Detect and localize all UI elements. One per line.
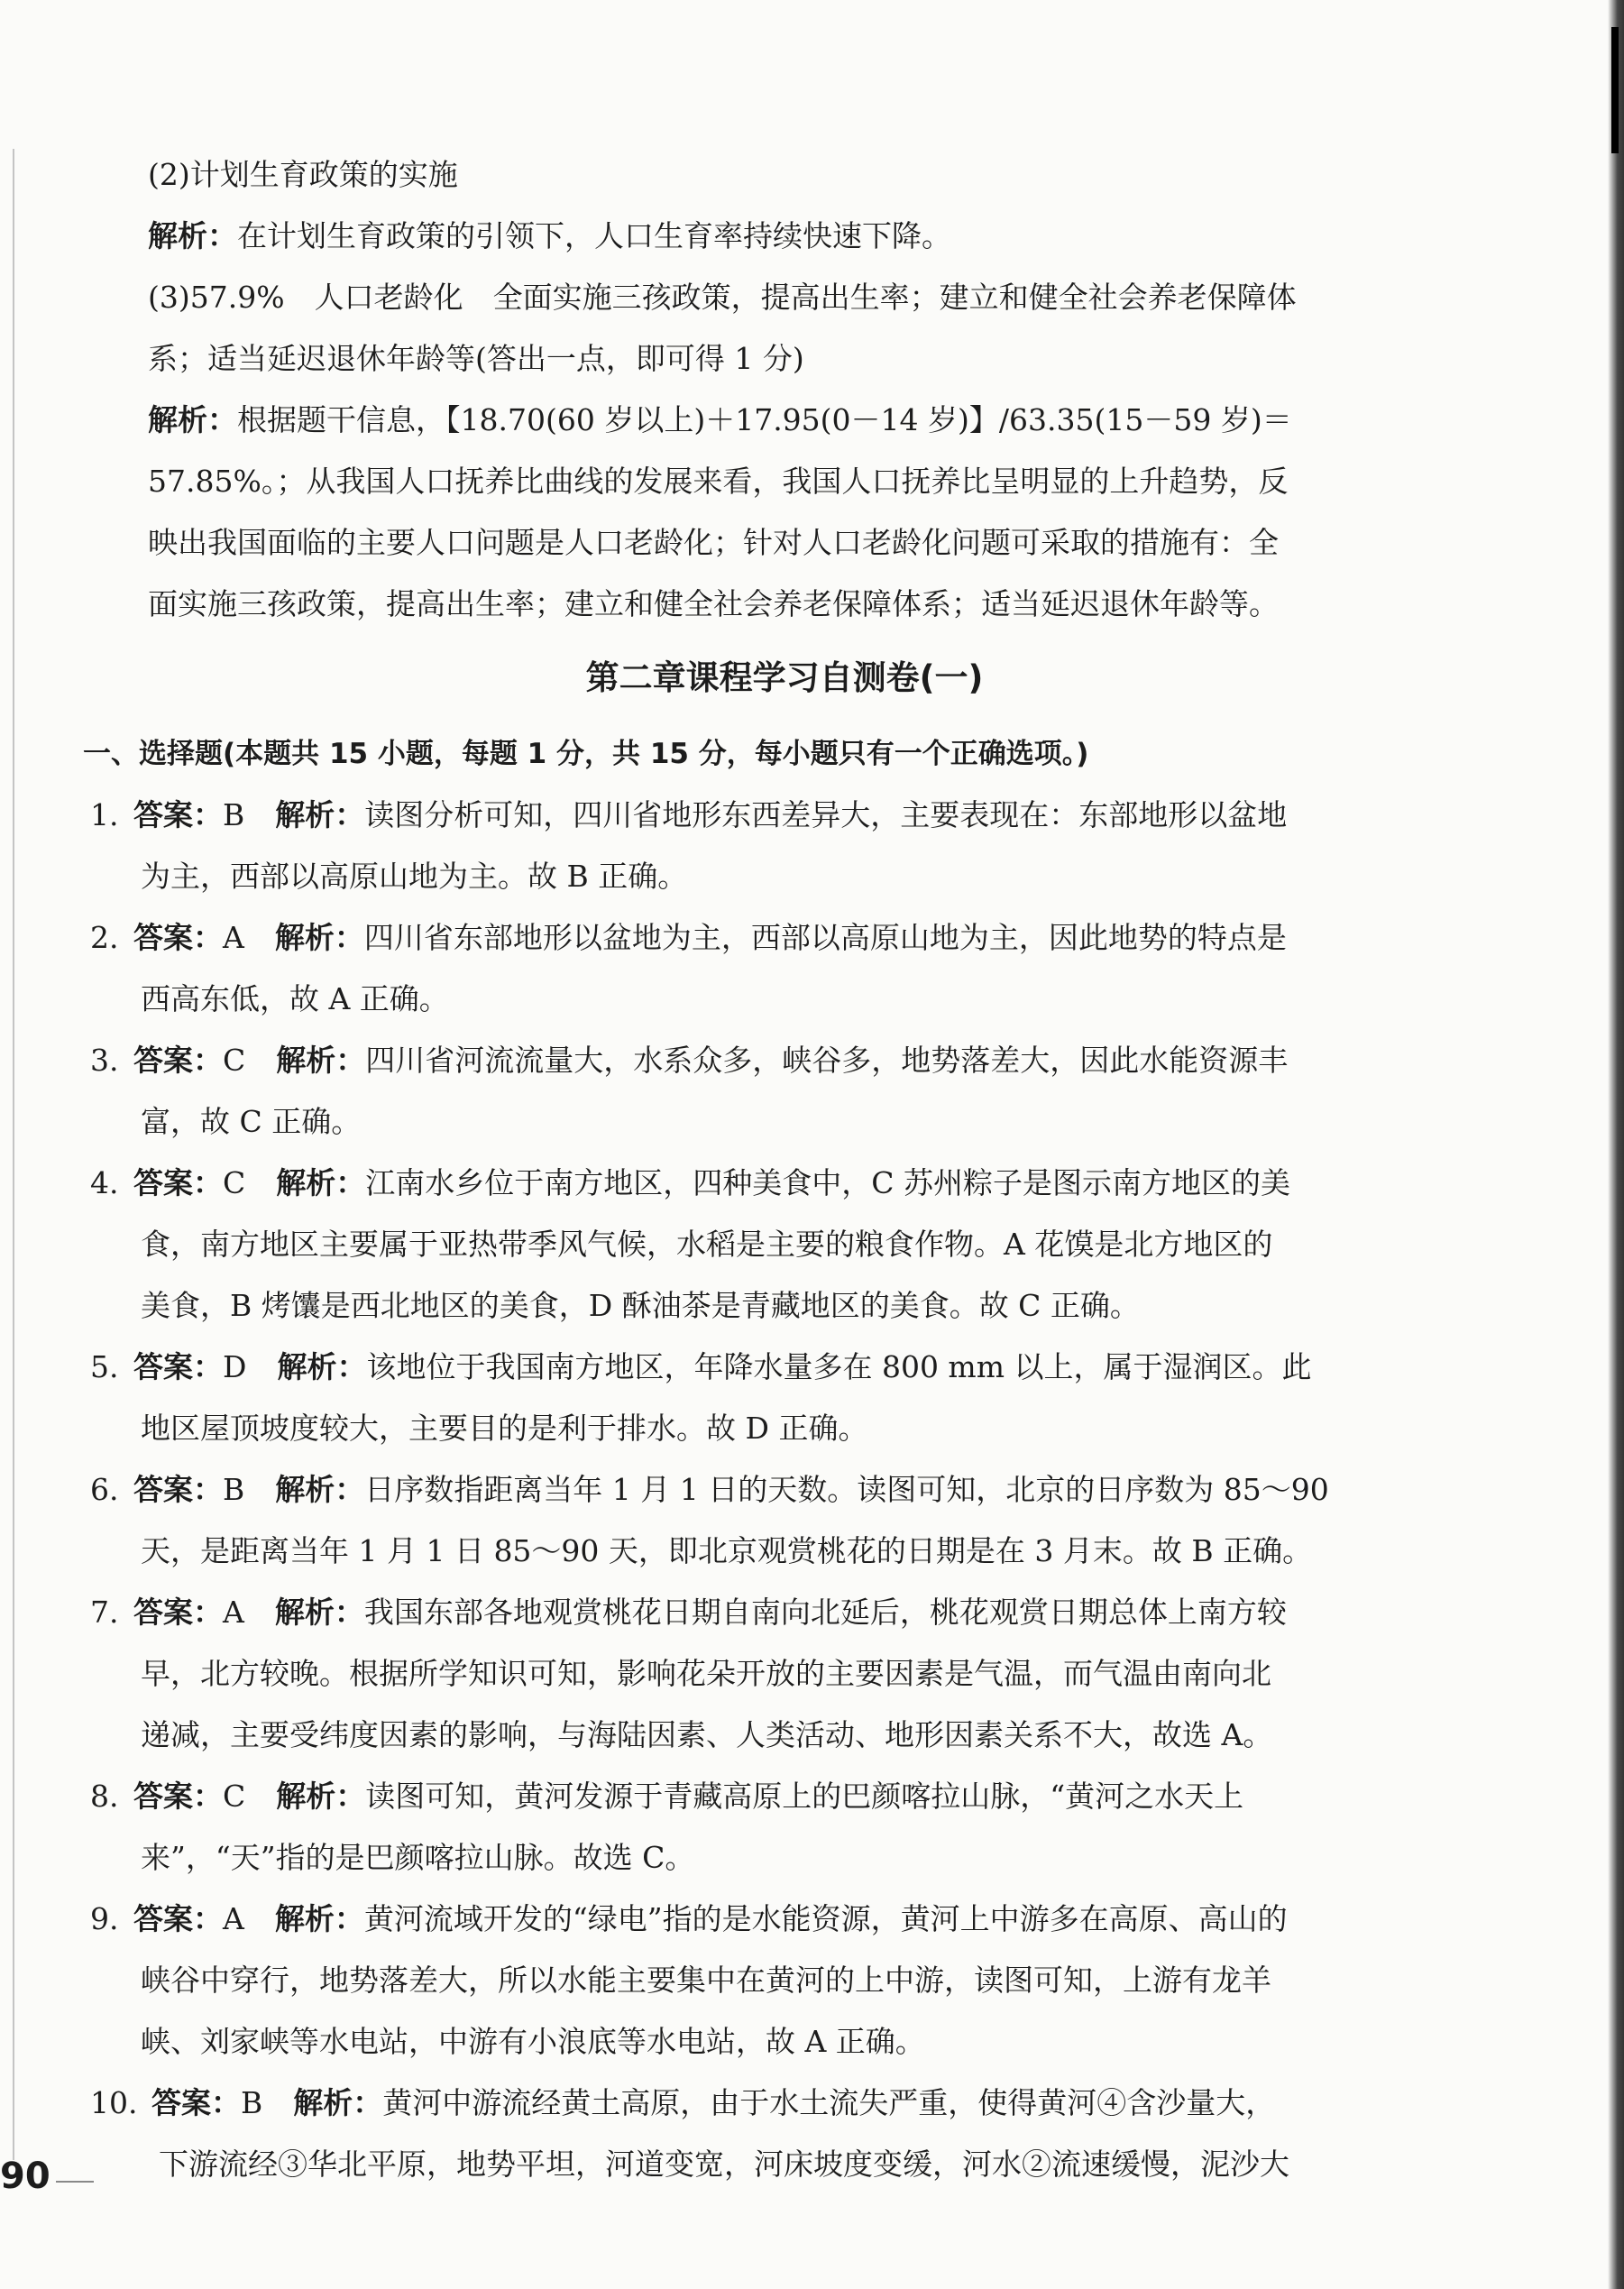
question-item <box>90 1766 1479 1889</box>
analysis-text: 黄河流域开发的“绿电”指的是水能资源，黄河上中游多在高原、高山的 <box>363 1901 1288 1936</box>
answer-label: 答案： <box>133 1043 223 1078</box>
answer-value: C <box>223 1165 246 1200</box>
answer-value: A <box>223 1595 244 1630</box>
answer-value: B <box>223 797 245 832</box>
answer-label: 答案： <box>133 1901 223 1936</box>
answer-label: 答案： <box>133 1165 223 1200</box>
question-continuation-line: 早，北方较晚。根据所学知识可知，影响花朵开放的主要因素是气温，而气温由南向北 <box>141 1656 1271 1691</box>
question-item <box>90 785 1479 907</box>
question-item <box>90 1030 1479 1153</box>
answer-label: 答案： <box>133 1472 223 1507</box>
question-continuation-line: 食，南方地区主要属于亚热带季风气候，水稻是主要的粮食作物。A 花馍是北方地区的 <box>141 1227 1273 1262</box>
analysis-label: 解析： <box>276 1165 366 1200</box>
analysis-text: 该地位于我国南方地区，年降水量多在 800 mm 以上，属于湿润区。此 <box>366 1349 1312 1384</box>
question-first-line <box>90 1582 1479 1643</box>
intro-item-3-line2: 系；适当延迟退休年龄等(答出一点，即可得 1 分) <box>148 341 804 376</box>
page-number: 90 <box>0 2156 50 2197</box>
analysis-text: 黄河中游流经黄土高原，由于水土流失严重，使得黄河④含沙量大， <box>382 2085 1276 2120</box>
intro-analysis-3-line1 <box>90 390 1479 451</box>
analysis-text: 读图可知，黄河发源于青藏高原上的巴颜喀拉山脉，“黄河之水天上 <box>365 1779 1244 1814</box>
analysis-text: 日序数指距离当年 1 月 1 日的天数。读图可知，北京的日序数为 85～90 <box>364 1472 1329 1507</box>
analysis-text: 根据题干信息，【18.70(60 岁以上)＋17.95(0－14 岁)】/63.35(15－59 岁)＝ <box>237 402 1292 437</box>
answer-value: A <box>223 1901 244 1936</box>
analysis-label: 解析： <box>148 402 237 437</box>
answer-label: 答案： <box>133 1595 223 1630</box>
question-item <box>90 1889 1479 2073</box>
analysis-label: 解析： <box>274 1901 364 1936</box>
analysis-label: 解析： <box>293 2085 383 2120</box>
intro-analysis-2 <box>90 206 1479 267</box>
analysis-text: 我国东部各地观赏桃花日期自南向北延后，桃花观赏日期总体上南方较 <box>363 1595 1287 1630</box>
question-first-line <box>90 785 1479 846</box>
question-first-line <box>90 1030 1479 1091</box>
question-first-line <box>90 1459 1479 1521</box>
intro-analysis-3-line4: 面实施三孩政策，提高出生率；建立和健全社会养老保障体系；适当延迟退休年龄等。 <box>148 586 1279 621</box>
question-number: 3. <box>90 1043 119 1078</box>
section-heading: 一、选择题(本题共 15 小题，每题 1 分，共 15 分，每小题只有一个正确选项。) <box>83 738 1089 770</box>
page-content <box>83 144 1479 2195</box>
question-first-line <box>90 2073 1479 2134</box>
question-continuation-line: 为主，西部以高原山地为主。故 B 正确。 <box>141 859 688 894</box>
question-number: 10. <box>90 2085 138 2120</box>
analysis-label: 解析： <box>276 1779 366 1814</box>
question-list <box>90 785 1479 2195</box>
analysis-label: 解析： <box>274 920 364 955</box>
question-item <box>90 1582 1479 1766</box>
question-first-line <box>90 1766 1479 1827</box>
question-number: 5. <box>90 1349 119 1384</box>
question-number: 6. <box>90 1472 119 1507</box>
analysis-label: 解析： <box>276 1043 366 1078</box>
analysis-label: 解析： <box>277 1349 367 1384</box>
analysis-label: 解析： <box>148 218 237 253</box>
analysis-label: 解析： <box>275 1472 365 1507</box>
analysis-text: 在计划生育政策的引领下，人口生育率持续快速下降。 <box>237 218 951 253</box>
answer-value: B <box>223 1472 245 1507</box>
question-number: 4. <box>90 1165 119 1200</box>
question-continuation-line: 天，是距离当年 1 月 1 日 85～90 天，即北京观赏桃花的日期是在 3 月末。故 B 正确。 <box>141 1533 1313 1568</box>
question-number: 9. <box>90 1901 119 1936</box>
question-continuation-line: 峡谷中穿行，地势落差大，所以水能主要集中在黄河的上中游，读图可知，上游有龙羊 <box>141 1963 1271 1998</box>
intro-item-2: (2)计划生育政策的实施 <box>148 157 458 192</box>
question-first-line <box>90 1337 1479 1398</box>
analysis-text: 四川省东部地形以盆地为主，西部以高原山地为主，因此地势的特点是 <box>363 920 1287 955</box>
question-item <box>90 1459 1479 1582</box>
margin-rule <box>13 149 14 2160</box>
question-continuation-line: 西高东低，故 A 正确。 <box>141 981 449 1016</box>
binding-mark <box>1611 27 1619 153</box>
section-title: 第二章课程学习自测卷(一) <box>585 658 984 697</box>
question-continuation-line: 下游流经③华北平原，地势平坦，河道变宽，河床坡度变缓，河水②流速缓慢，泥沙大 <box>159 2147 1289 2182</box>
question-number: 8. <box>90 1779 119 1814</box>
question-continuation-line: 来”，“天”指的是巴颜喀拉山脉。故选 C。 <box>141 1840 695 1875</box>
question-number: 7. <box>90 1595 119 1630</box>
answer-value: A <box>223 920 244 955</box>
question-first-line <box>90 1153 1479 1214</box>
question-first-line <box>90 907 1479 969</box>
answer-label: 答案： <box>151 2085 241 2120</box>
analysis-label: 解析： <box>274 1595 364 1630</box>
answer-value: D <box>223 1349 247 1384</box>
analysis-text: 四川省河流流量大，水系众多，峡谷多，地势落差大，因此水能资源丰 <box>365 1043 1289 1078</box>
intro-analysis-3-line3: 映出我国面临的主要人口问题是人口老龄化；针对人口老龄化问题可采取的措施有：全 <box>148 525 1279 560</box>
answer-value: C <box>223 1043 246 1078</box>
question-continuation-line: 地区屋顶坡度较大，主要目的是利于排水。故 D 正确。 <box>141 1411 868 1446</box>
question-item <box>90 2073 1479 2195</box>
question-continuation-line: 递减，主要受纬度因素的影响，与海陆因素、人类活动、地形因素关系不大，故选 A。 <box>141 1717 1273 1752</box>
analysis-label: 解析： <box>275 797 365 832</box>
question-continuation-line: 富，故 C 正确。 <box>141 1104 362 1139</box>
question-item <box>90 907 1479 1030</box>
answer-label: 答案： <box>133 920 223 955</box>
intro-analysis-3-line2: 57.85%。；从我国人口抚养比曲线的发展来看，我国人口抚养比呈明显的上升趋势，反 <box>148 464 1289 499</box>
question-first-line <box>90 1889 1479 1950</box>
intro-item-3-line1: (3)57.9% 人口老龄化 全面实施三孩政策，提高出生率；建立和健全社会养老保障体 <box>148 280 1297 315</box>
answer-value: B <box>241 2085 263 2120</box>
answer-label: 答案： <box>133 1779 223 1814</box>
question-item <box>90 1153 1479 1337</box>
question-number: 1. <box>90 797 119 832</box>
question-continuation-line: 峡、刘家峡等水电站，中游有小浪底等水电站，故 A 正确。 <box>141 2024 925 2059</box>
analysis-text: 读图分析可知，四川省地形东西差异大，主要表现在：东部地形以盆地 <box>364 797 1288 832</box>
answer-label: 答案： <box>133 1349 223 1384</box>
question-item <box>90 1337 1479 1459</box>
page-number-dash <box>56 2181 94 2183</box>
question-number: 2. <box>90 920 119 955</box>
analysis-text: 江南水乡位于南方地区，四种美食中，C 苏州粽子是图示南方地区的美 <box>365 1165 1290 1200</box>
question-continuation-line: 美食，B 烤馕是西北地区的美食，D 酥油茶是青藏地区的美食。故 C 正确。 <box>141 1288 1140 1323</box>
answer-value: C <box>223 1779 246 1814</box>
answer-label: 答案： <box>133 797 223 832</box>
page-spine-shadow <box>1608 0 1624 2289</box>
